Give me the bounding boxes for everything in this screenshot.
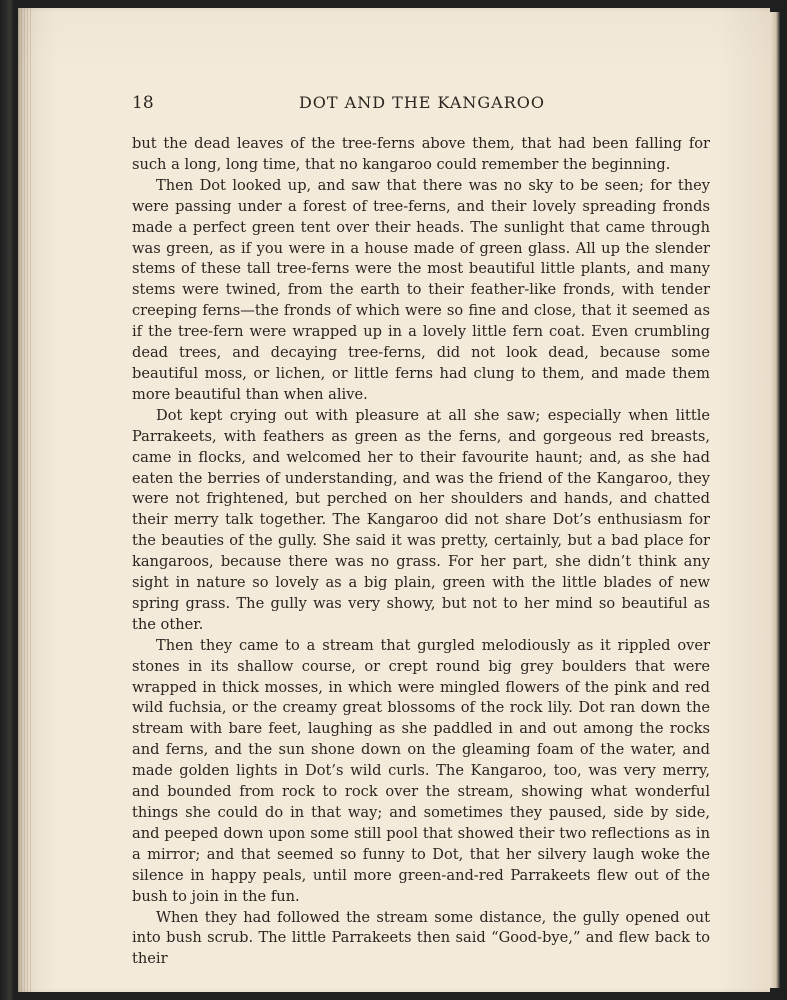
paragraph: Then they came to a stream that gurgled melodiously as it rippled over stones in its shallow course, or crept round big grey boulders that were wrapped in thick mosses, in which were mingled flowers of the pink and red wild fuchsia, or the creamy great blossoms of the rock lily. Dot ran down the stream with bare feet, laughing as she paddled in and out among the rocks and ferns, and the sun shone down on the gleaming foam of the water, and made golden lights in Dot’s wild curls. The Kangaroo, too, was very merry, and bounded from rock to rock over the stream, showing what wonderful things she could do in that way; and sometimes they paused, side by side, and peeped down upon some still pool that showed their two reflections as in a mirror; and that seemed so funny to Dot, that her silvery laugh woke the silence in happy peals, until more green-and-red Parrakeets flew out of the bush to join in the fun. xyxy=(132,636,710,905)
page-edge xyxy=(770,12,780,988)
paragraph-continued: but the dead leaves of the tree-ferns above them, that had been falling for such a long, long time, that no kangaroo could remember the beginning. xyxy=(132,135,710,173)
running-head: DOT AND THE KANGAROO xyxy=(298,93,546,112)
paragraph: Then Dot looked up, and saw that there was no sky to be seen; for they were passing under a forest of tree-ferns, and their lovely spreading fronds made a perfect green tent over their heads. The sunlight that came through was green, as if you were in a house made of green glass. All up the slender stems of these tall tree-ferns were the most beautiful little plants, and many stems were twined, from the earth to their feather-like fronds, with tender creeping ferns—the fronds of which were so fine and close, that it seemed as if the tree-fern were wrapped up in a lovely little fern coat. Even crumbling dead trees, and decaying tree-ferns, did not look dead, because some beautiful moss, or lichen, or little ferns had clung to them, and made them more beautiful than when alive. xyxy=(132,176,710,403)
page-gutter xyxy=(18,8,32,992)
page-number: 18 xyxy=(132,93,154,113)
paragraph: Dot kept crying out with pleasure at all she saw; especially when little Parrakeets, with feathers as green as the ferns, and gorgeous red breasts, came in flocks, and welcomed her to their favourite haunt; and, as she had eaten the berries of understanding, and was the friend of the Kangaroo, they were not frightened, but perched on her shoulders and hands, and chatted their merry talk together. The Kangaroo did not share Dot’s enthusiasm for the beauties of the gully. She said it was pretty, certainly, but a bad place for kangaroos, because there was no grass. For her part, she didn’t think any sight in nature so lovely as a big plain, green with the little blades of new spring grass. The gully was very showy, but not to her mind so beautiful as the other. xyxy=(132,406,710,633)
page-header xyxy=(132,93,712,119)
paragraph: When they had followed the stream some distance, the gully opened out into bush scrub. The little Parrakeets then said “Good-bye,” and flew back to their xyxy=(132,908,710,968)
body-text xyxy=(132,134,710,970)
